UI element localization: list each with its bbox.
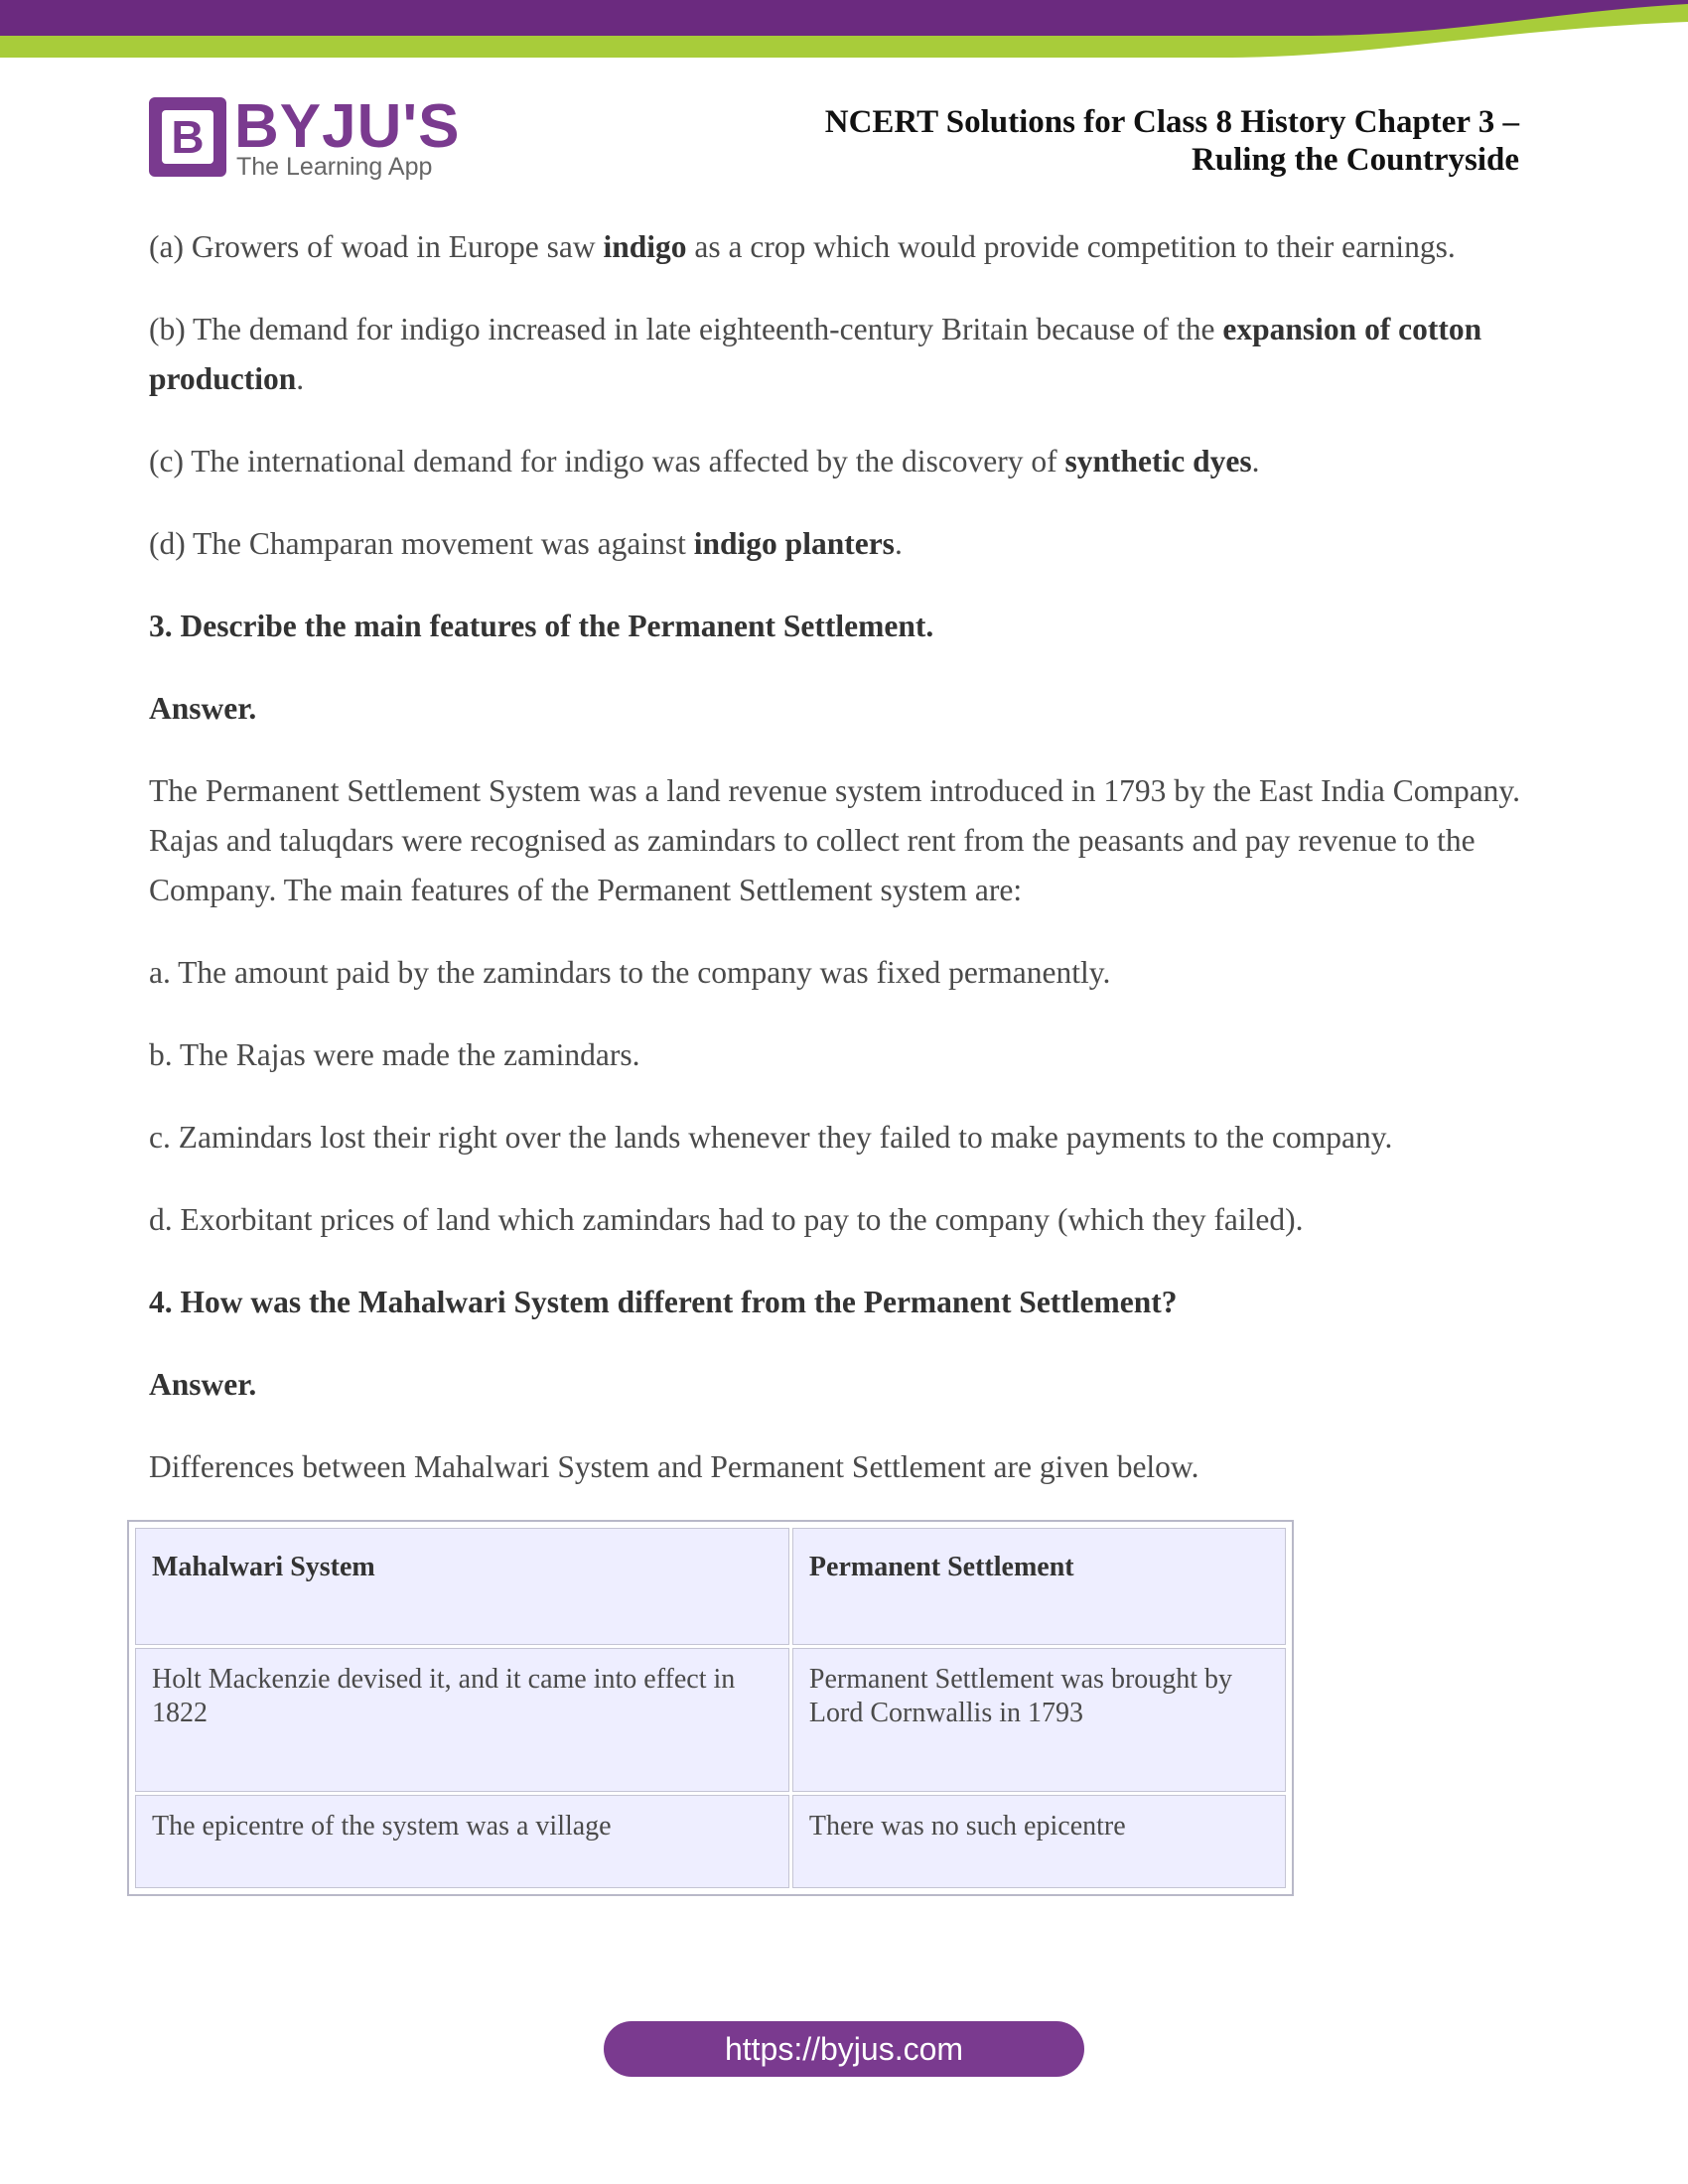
answer-3-point-a: a. The amount paid by the zamindars to the company was fixed permanently.: [149, 955, 1111, 990]
table-row: [135, 1648, 1286, 1792]
fill-blank-c: (c) The international demand for indigo was affected by the discovery of synthetic dyes.: [149, 444, 1260, 478]
header-banner: [0, 0, 1688, 62]
comparison-table: [127, 1520, 1294, 1896]
question-3: 3. Describe the main features of the Permanent Settlement.: [149, 609, 934, 643]
table-cell: Permanent Settlement was brought by Lord Cornwallis in 1793: [792, 1648, 1286, 1792]
footer-url-link[interactable]: https://byjus.com: [604, 2021, 1084, 2077]
answer-4-intro: Differences between Mahalwari System and Permanent Settlement are given below.: [149, 1449, 1199, 1484]
table-cell: The epicentre of the system was a village: [135, 1795, 789, 1888]
logo-wordmark: BYJU'S: [234, 92, 461, 161]
answer-3-point-b: b. The Rajas were made the zamindars.: [149, 1037, 640, 1072]
answer-3-point-d: d. Exorbitant prices of land which zamindars had to pay to the company (which they failed).: [149, 1202, 1304, 1237]
question-4: 4. How was the Mahalwari System different from the Permanent Settlement?: [149, 1285, 1178, 1319]
table-header-row: [135, 1528, 1286, 1645]
table-header-permanent: Permanent Settlement: [792, 1528, 1286, 1645]
answer-label-3: Answer.: [149, 691, 257, 726]
logo-tagline: The Learning App: [236, 153, 433, 181]
fill-blank-a: (a) Growers of woad in Europe saw indigo as a crop which would provide competition to their earnings.: [149, 229, 1456, 264]
table-header-mahalwari: Mahalwari System: [135, 1528, 789, 1645]
answer-3-point-c: c. Zamindars lost their right over the lands whenever they failed to make payments to the company.: [149, 1120, 1393, 1155]
logo-mark-icon: B: [149, 97, 226, 177]
document-body: [149, 222, 1539, 1525]
fill-blank-b: (b) The demand for indigo increased in late eighteenth-century Britain because of the expansion of cotton production.: [149, 312, 1482, 396]
page-title: [825, 103, 1519, 179]
title-line-1: NCERT Solutions for Class 8 History Chapter 3 –: [824, 104, 1519, 140]
title-line-2: Ruling the Countryside: [1191, 142, 1519, 178]
answer-3-intro: The Permanent Settlement System was a land revenue system introduced in 1793 by the East India Company. Rajas and taluqdars were recognised as zamindars to collect rent from the peasants and pay revenue to the Company. The main features of the Permanent Settlement system are:: [149, 773, 1521, 907]
table-row: [135, 1795, 1286, 1888]
table-cell: There was no such epicentre: [792, 1795, 1286, 1888]
table-cell: Holt Mackenzie devised it, and it came into effect in 1822: [135, 1648, 789, 1792]
fill-blank-d: (d) The Champaran movement was against indigo planters.: [149, 526, 903, 561]
answer-label-4: Answer.: [149, 1367, 257, 1402]
